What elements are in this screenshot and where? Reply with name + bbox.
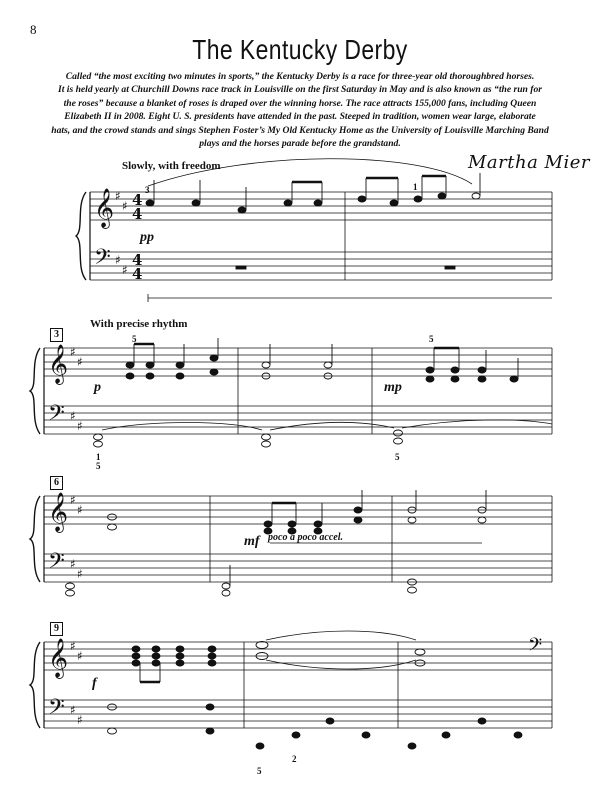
svg-text:♯: ♯ <box>77 503 83 517</box>
svg-text:♯: ♯ <box>122 199 128 213</box>
svg-text:♯: ♯ <box>77 649 83 663</box>
intro-line: Called “the most exciting two minutes in sports,” the Kentucky Derby is a race for three-year old thoroughbred horses. <box>65 71 535 82</box>
fingering: 1 <box>413 182 418 192</box>
svg-text:𝄞: 𝄞 <box>48 344 69 384</box>
measure-number-6: 6 <box>50 476 63 490</box>
fingering: 5 <box>96 461 101 471</box>
svg-text:4: 4 <box>132 251 143 269</box>
intro-line: It is held yearly at Churchill Downs race track in Louisville on the first Saturday in May and is also known as “the run for <box>57 84 543 96</box>
measure-number-3: 3 <box>50 328 63 342</box>
fingering: 5 <box>429 334 434 344</box>
svg-text:♯: ♯ <box>77 355 83 369</box>
page-number: 8 <box>30 22 37 37</box>
system-3-treble-staff <box>44 496 552 524</box>
svg-text:𝄢: 𝄢 <box>48 549 65 579</box>
fingering: 5 <box>395 452 400 462</box>
system-2-treble-staff <box>44 348 552 376</box>
fingering: 1 <box>96 452 101 462</box>
measure-number-9: 9 <box>50 622 63 636</box>
svg-text:𝄞: 𝄞 <box>48 492 69 532</box>
svg-text:♯: ♯ <box>115 253 121 267</box>
system-1-bass-staff <box>90 252 552 280</box>
intro-line: Elizabeth II in 2008. Eight U. S. presidents have attended in the past. Steeped in tradition, women wear large, elaborate <box>64 111 536 123</box>
svg-text:𝄢: 𝄢 <box>48 695 65 725</box>
fingering: 2 <box>292 754 297 764</box>
system-4-bass-staff <box>44 700 552 728</box>
dynamic-pp: pp <box>140 230 154 245</box>
tempo-marking-2: With precise rhythm <box>90 318 188 330</box>
dynamic-p: p <box>94 380 101 395</box>
svg-text:♯: ♯ <box>115 189 121 203</box>
svg-text:♯: ♯ <box>70 345 76 359</box>
svg-text:♯: ♯ <box>70 639 76 653</box>
page-title: The Kentucky Derby <box>192 34 408 65</box>
intro-line: plays and the horses parade before the grandstand. <box>199 138 401 150</box>
svg-text:𝄞: 𝄞 <box>48 638 69 678</box>
svg-text:𝄢: 𝄢 <box>48 401 65 431</box>
dynamic-f: f <box>92 676 97 691</box>
svg-text:♯: ♯ <box>77 419 83 433</box>
tempo-marking-1: Slowly, with freedom <box>122 160 221 172</box>
svg-text:4: 4 <box>132 205 143 223</box>
fingering: 5 <box>257 766 262 776</box>
svg-text:♯: ♯ <box>70 703 76 717</box>
svg-text:♯: ♯ <box>70 557 76 571</box>
system-1-treble-staff <box>90 192 552 220</box>
expression-text: poco a poco accel. <box>268 532 343 543</box>
intro-line: hats, and the crowd stands and sings Stephen Foster’s My Old Kentucky Home as the University of Louisville Marching Band <box>51 124 549 136</box>
svg-text:4: 4 <box>132 265 143 283</box>
dynamic-mf: mf <box>244 534 260 549</box>
treble-clef: 𝄞 <box>94 188 115 228</box>
fingering: 3 <box>145 185 150 195</box>
fingering: 5 <box>132 334 137 344</box>
composer-name: Martha Mier <box>468 152 590 173</box>
svg-text:4: 4 <box>132 191 143 209</box>
svg-text:♯: ♯ <box>70 409 76 423</box>
bass-clef: 𝄢 <box>94 245 111 275</box>
svg-text:𝄢: 𝄢 <box>528 635 543 660</box>
svg-text:♯: ♯ <box>70 493 76 507</box>
dynamic-mp: mp <box>384 380 402 395</box>
system-3-bass-staff <box>44 554 552 582</box>
intro-line: the roses” because a blanket of roses is draped over the winning horse. The race attracts 155,000 fans, including Queen <box>63 97 537 109</box>
svg-text:♯: ♯ <box>77 713 83 727</box>
svg-text:♯: ♯ <box>77 567 83 581</box>
svg-text:♯: ♯ <box>122 263 128 277</box>
